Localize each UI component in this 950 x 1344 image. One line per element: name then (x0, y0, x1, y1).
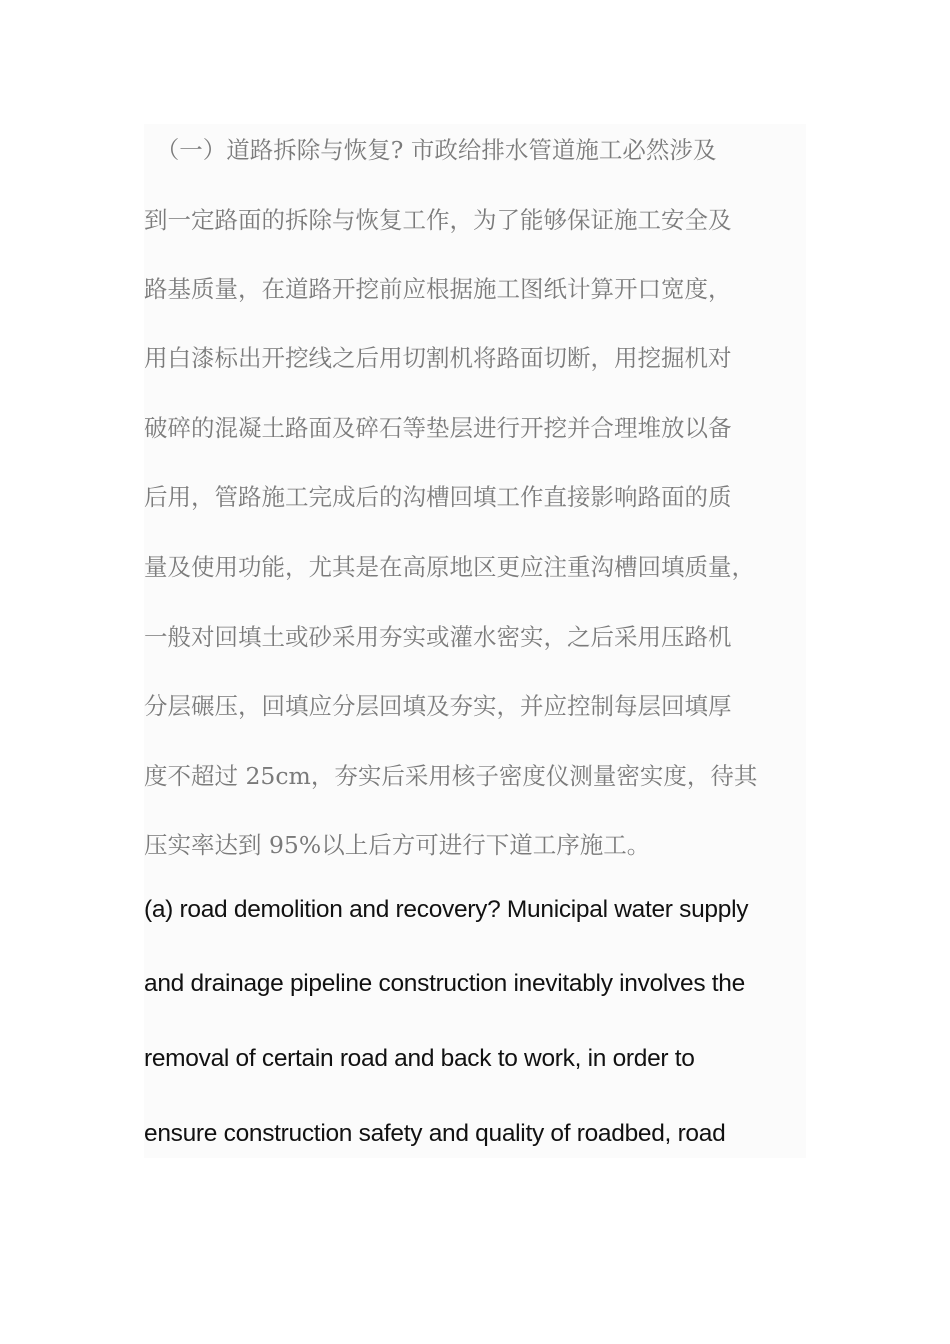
chinese-paragraph-line: 路基质量，在道路开挖前应根据施工图纸计算开口宽度， (144, 275, 732, 303)
chinese-paragraph-line: 量及使用功能，尤其是在高原地区更应注重沟槽回填质量， (144, 553, 755, 581)
chinese-paragraph-line: 压实率达到 95%以上后方可进行下道工序施工。 (144, 831, 651, 859)
english-paragraph-line: (a) road demolition and recovery? Municipal water supply (144, 896, 749, 923)
chinese-paragraph-line: 后用，管路施工完成后的沟槽回填工作直接影响路面的质 (144, 483, 732, 511)
chinese-paragraph-line: 破碎的混凝土路面及碎石等垫层进行开挖并合理堆放以备 (144, 414, 732, 442)
chinese-paragraph-line: （一）道路拆除与恢复? 市政给排水管道施工必然涉及 (144, 136, 717, 164)
chinese-paragraph-line: 度不超过 25cm，夯实后采用核子密度仪测量密实度，待其 (144, 762, 758, 790)
english-paragraph-line: removal of certain road and back to work, in order to (144, 1045, 695, 1072)
chinese-paragraph-line: 分层碾压，回填应分层回填及夯实，并应控制每层回填厚 (144, 692, 732, 720)
chinese-paragraph-line: 用白漆标出开挖线之后用切割机将路面切断，用挖掘机对 (144, 344, 732, 372)
paragraph-block (144, 124, 806, 1158)
chinese-paragraph-line: 到一定路面的拆除与恢复工作，为了能够保证施工安全及 (144, 206, 732, 234)
english-paragraph-line: ensure construction safety and quality of roadbed, road (144, 1120, 726, 1147)
english-paragraph-line: and drainage pipeline construction inevitably involves the (144, 970, 745, 997)
chinese-paragraph-line: 一般对回填土或砂采用夯实或灌水密实，之后采用压路机 (144, 623, 732, 651)
